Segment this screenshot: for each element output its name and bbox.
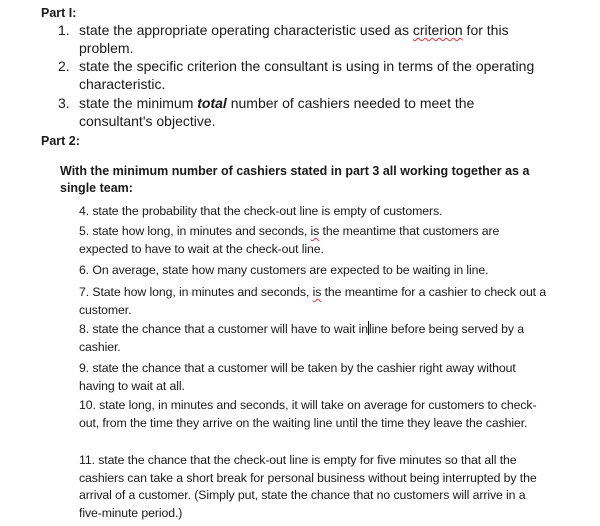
question-item-10: 10. state long, in minutes and seconds, it will take on average for customers to check-out, from the time they arrive on the waiting line until the time they leave the cashier. xyxy=(79,398,537,430)
text-run: 8. state the chance that a customer will have to wait in xyxy=(79,322,368,336)
part1-heading: Part I: xyxy=(41,6,77,20)
text-run: state the appropriate operating characteristic used as xyxy=(79,22,413,38)
text-run: 7. State how long, in minutes and seconds, xyxy=(79,285,313,299)
list-text xyxy=(79,94,548,130)
text-run: number of cashiers needed to meet the consultant's objective. xyxy=(79,95,475,129)
list-item-3 xyxy=(58,94,548,130)
part2-heading: Part 2: xyxy=(41,134,80,148)
text-run: the meantime for a cashier to check out a customer. xyxy=(79,285,547,317)
list-item-2 xyxy=(58,57,548,93)
list-text xyxy=(79,21,548,57)
question-item-8 xyxy=(79,321,549,356)
question-item-5 xyxy=(79,223,549,258)
text-run: the meantime that customers are expected to have to wait at the check-out line. xyxy=(79,224,500,256)
list-text: state the specific criterion the consultant is using in terms of the operating characteristic. xyxy=(79,58,535,92)
spellcheck-flagged-word[interactable]: is xyxy=(312,285,322,299)
question-item-7 xyxy=(79,284,549,319)
list-item-1 xyxy=(58,21,548,57)
text-run: 5. state how long, in minutes and seconds, xyxy=(79,224,311,238)
question-item-6: 6. On average, state how many customers are expected to be waiting in line. xyxy=(79,263,489,277)
emphasized-word: total xyxy=(197,95,227,111)
text-run: line before being served by a cashier. xyxy=(79,322,525,354)
list-number: 2. xyxy=(58,58,70,74)
text-run: for this problem. xyxy=(79,22,509,56)
question-item-11: 11. state the chance that the check-out line is empty for five minutes so that all the cashiers can take a short break for personal business without being interrupted by the arrival of a customer. (Simply put, state the chance that no customers will arrive in a five-minute period.) xyxy=(79,453,537,520)
team-instruction: With the minimum number of cashiers stated in part 3 all working together as a single team: xyxy=(60,164,530,195)
text-run: state the minimum xyxy=(79,95,198,111)
list-number: 1. xyxy=(58,22,70,38)
list-number: 3. xyxy=(58,95,70,111)
spellcheck-flagged-word[interactable]: is xyxy=(310,224,320,238)
question-item-9: 9. state the chance that a customer will be taken by the cashier right away without having to wait at all. xyxy=(79,361,516,393)
spellcheck-flagged-word[interactable]: criterion xyxy=(412,22,463,38)
question-item-4: 4. state the probability that the check-out line is empty of customers. xyxy=(79,204,443,218)
